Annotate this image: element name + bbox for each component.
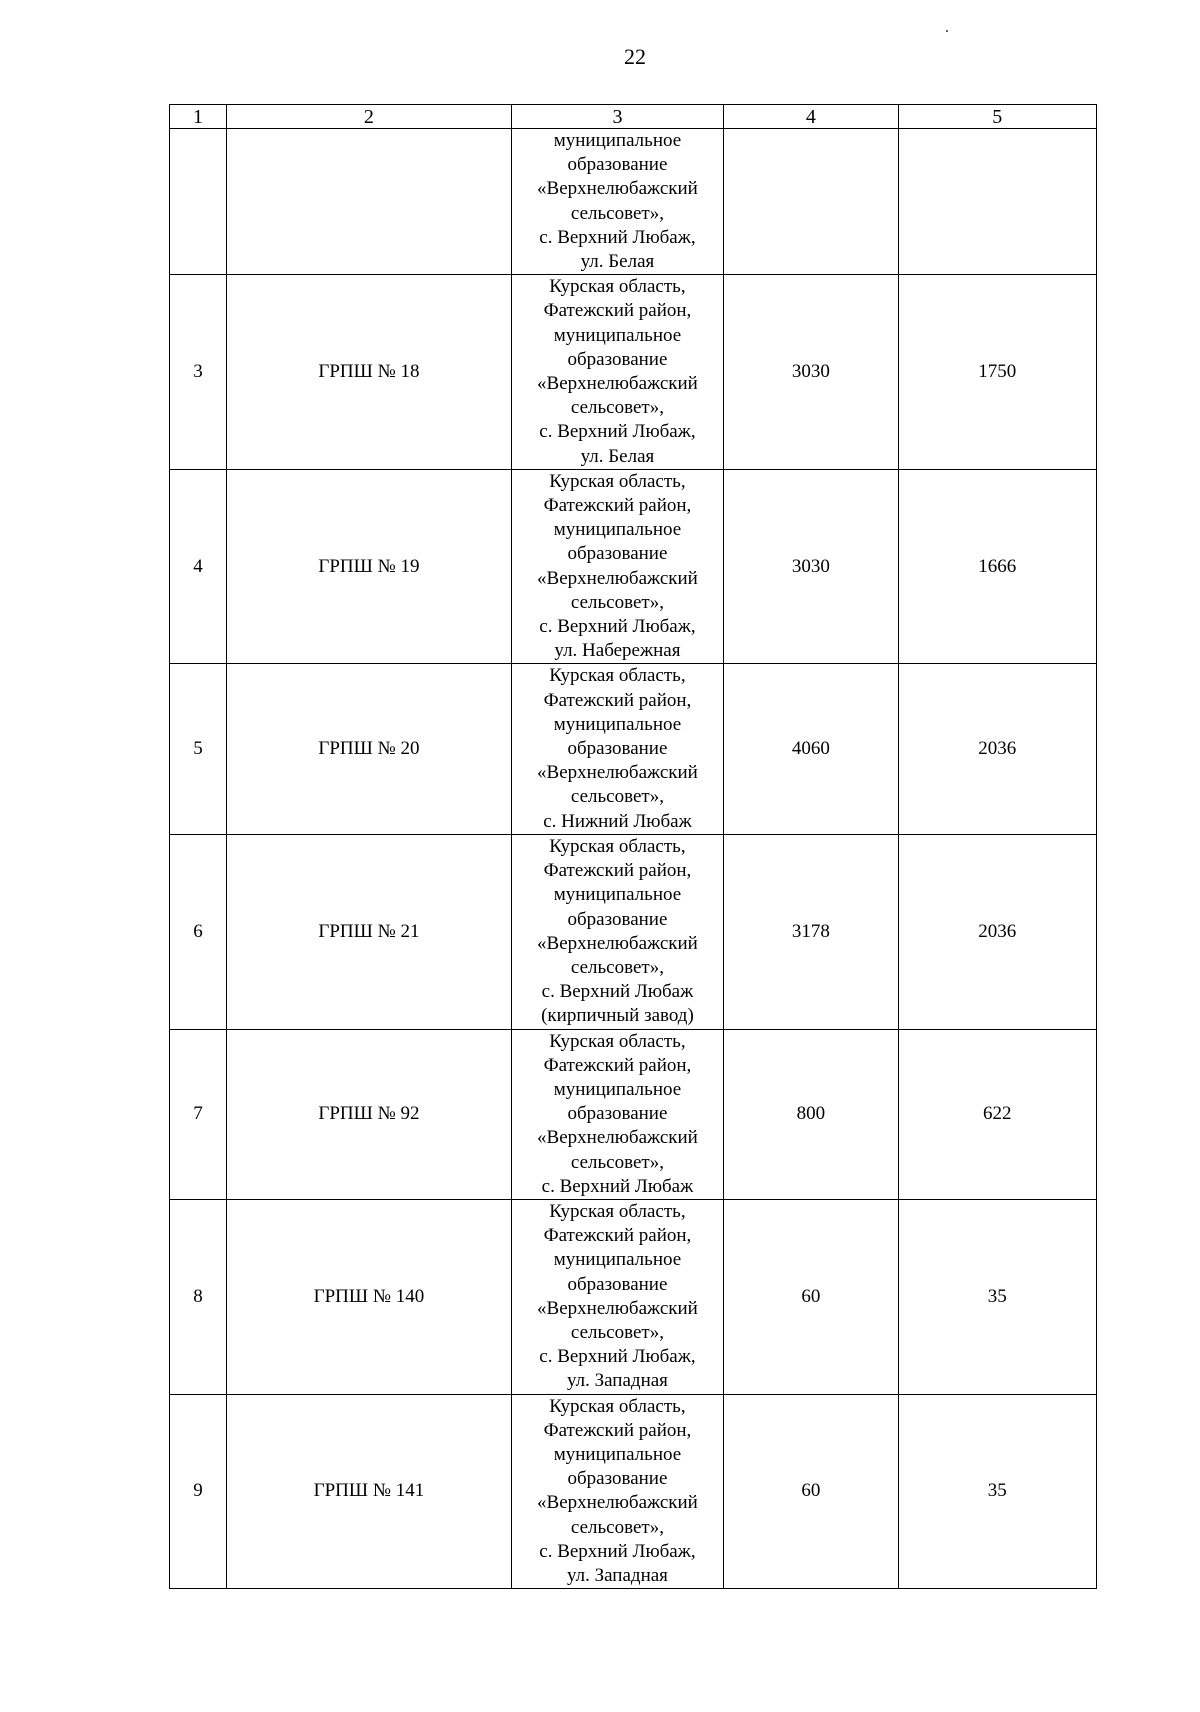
- address-line: Фатежский район,: [543, 689, 692, 711]
- address-line: сельсовет»,: [570, 202, 664, 224]
- address-line: Курская область,: [549, 1030, 686, 1052]
- address-cell: [511, 1029, 723, 1199]
- address-cell: [511, 129, 723, 275]
- column-4-value-cell: 3030: [724, 469, 898, 664]
- column-header-2: 2: [227, 105, 512, 129]
- address-line: с. Верхний Любаж,: [539, 1346, 696, 1368]
- table-row: [170, 834, 1097, 1029]
- row-number-cell: 7: [170, 1029, 227, 1199]
- address-line: ул. Белая: [580, 251, 655, 273]
- address-cell: [511, 275, 723, 470]
- column-5-value-cell: 35: [898, 1199, 1096, 1394]
- address-line: сельсовет»,: [570, 1516, 664, 1538]
- row-number-cell: 6: [170, 834, 227, 1029]
- address-line: с. Верхний Любаж: [541, 1175, 694, 1197]
- column-5-value-cell: 1666: [898, 469, 1096, 664]
- address-line: Курская область,: [549, 665, 686, 687]
- column-header-1: 1: [170, 105, 227, 129]
- address-cell: [511, 664, 723, 834]
- table-row: [170, 129, 1097, 275]
- address-line: сельсовет»,: [570, 397, 664, 419]
- row-number-cell: 8: [170, 1199, 227, 1394]
- table-body: [170, 129, 1097, 1589]
- column-4-value-cell: [724, 129, 898, 275]
- column-header-5: 5: [898, 105, 1096, 129]
- address-line: образование: [567, 1103, 668, 1125]
- address-line: Курская область,: [549, 276, 686, 298]
- table-row: [170, 1394, 1097, 1589]
- row-number-cell: [170, 129, 227, 275]
- address-line: муниципальное: [553, 713, 682, 735]
- address-line: образование: [567, 738, 668, 760]
- column-5-value-cell: 35: [898, 1394, 1096, 1589]
- address-line: «Верхнелюбажский: [537, 178, 698, 200]
- row-number-cell: 9: [170, 1394, 227, 1589]
- column-4-value-cell: 4060: [724, 664, 898, 834]
- address-line: (кирпичный завод): [541, 1005, 694, 1027]
- table-header: [170, 105, 1097, 129]
- address-cell: [511, 834, 723, 1029]
- address-line: «Верхнелюбажский: [537, 762, 698, 784]
- address-line: Фатежский район,: [543, 860, 692, 882]
- column-5-value-cell: 1750: [898, 275, 1096, 470]
- address-line: сельсовет»,: [570, 1321, 664, 1343]
- address-line: «Верхнелюбажский: [537, 1127, 698, 1149]
- address-line: «Верхнелюбажский: [537, 1492, 698, 1514]
- row-number-cell: 3: [170, 275, 227, 470]
- column-5-value-cell: 622: [898, 1029, 1096, 1199]
- station-name-cell: ГРПШ № 20: [227, 664, 512, 834]
- column-4-value-cell: 60: [724, 1394, 898, 1589]
- address-line: с. Верхний Любаж,: [539, 226, 696, 248]
- header-row: [170, 105, 1097, 129]
- address-line: образование: [567, 543, 668, 565]
- address-line: ул. Белая: [580, 445, 655, 467]
- address-line: Фатежский район,: [543, 300, 692, 322]
- address-line: ул. Набережная: [554, 640, 681, 662]
- station-name-cell: ГРПШ № 141: [227, 1394, 512, 1589]
- scan-speck: [946, 30, 948, 32]
- address-line: образование: [567, 1468, 668, 1490]
- address-line: сельсовет»,: [570, 591, 664, 613]
- station-name-cell: ГРПШ № 21: [227, 834, 512, 1029]
- address-line: сельсовет»,: [570, 1151, 664, 1173]
- address-line: Фатежский район,: [543, 1225, 692, 1247]
- address-line: с. Верхний Любаж,: [539, 616, 696, 638]
- page-number: 22: [624, 44, 646, 69]
- row-number-cell: 5: [170, 664, 227, 834]
- column-4-value-cell: 3030: [724, 275, 898, 470]
- table-row: [170, 1199, 1097, 1394]
- table-row: [170, 275, 1097, 470]
- document-table: [169, 104, 1097, 1589]
- address-line: «Верхнелюбажский: [537, 567, 698, 589]
- address-line: с. Верхний Любаж,: [539, 421, 696, 443]
- column-5-value-cell: [898, 129, 1096, 275]
- address-line: «Верхнелюбажский: [537, 1297, 698, 1319]
- station-name-cell: ГРПШ № 140: [227, 1199, 512, 1394]
- address-line: Курская область,: [549, 835, 686, 857]
- address-line: Фатежский район,: [543, 1054, 692, 1076]
- address-line: с. Верхний Любаж,: [539, 1540, 696, 1562]
- station-name-cell: ГРПШ № 18: [227, 275, 512, 470]
- table-row: [170, 664, 1097, 834]
- address-line: муниципальное: [553, 1249, 682, 1271]
- address-line: Курская область,: [549, 1395, 686, 1417]
- address-line: Фатежский район,: [543, 1419, 692, 1441]
- column-header-3: 3: [511, 105, 723, 129]
- address-line: с. Верхний Любаж: [541, 981, 694, 1003]
- address-line: образование: [567, 154, 668, 176]
- table-row: [170, 1029, 1097, 1199]
- address-line: ул. Западная: [566, 1564, 668, 1586]
- column-header-4: 4: [724, 105, 898, 129]
- address-line: муниципальное: [553, 1078, 682, 1100]
- address-line: образование: [567, 1273, 668, 1295]
- address-line: сельсовет»,: [570, 786, 664, 808]
- row-number-cell: 4: [170, 469, 227, 664]
- station-name-cell: ГРПШ № 92: [227, 1029, 512, 1199]
- address-line: Фатежский район,: [543, 495, 692, 517]
- address-line: образование: [567, 908, 668, 930]
- address-line: муниципальное: [553, 1443, 682, 1465]
- column-5-value-cell: 2036: [898, 664, 1096, 834]
- address-cell: [511, 469, 723, 664]
- station-name-cell: [227, 129, 512, 275]
- address-line: муниципальное: [553, 519, 682, 541]
- column-4-value-cell: 3178: [724, 834, 898, 1029]
- station-name-cell: ГРПШ № 19: [227, 469, 512, 664]
- address-line: Курская область,: [549, 1200, 686, 1222]
- address-line: ул. Западная: [566, 1370, 668, 1392]
- address-line: образование: [567, 348, 668, 370]
- address-line: муниципальное: [553, 130, 682, 151]
- column-4-value-cell: 800: [724, 1029, 898, 1199]
- address-line: «Верхнелюбажский: [537, 373, 698, 395]
- column-4-value-cell: 60: [724, 1199, 898, 1394]
- address-line: «Верхнелюбажский: [537, 932, 698, 954]
- address-line: муниципальное: [553, 324, 682, 346]
- address-cell: [511, 1199, 723, 1394]
- address-line: Курская область,: [549, 470, 686, 492]
- address-line: муниципальное: [553, 884, 682, 906]
- column-5-value-cell: 2036: [898, 834, 1096, 1029]
- address-line: сельсовет»,: [570, 956, 664, 978]
- address-cell: [511, 1394, 723, 1589]
- table-row: [170, 469, 1097, 664]
- address-line: с. Нижний Любаж: [543, 810, 692, 832]
